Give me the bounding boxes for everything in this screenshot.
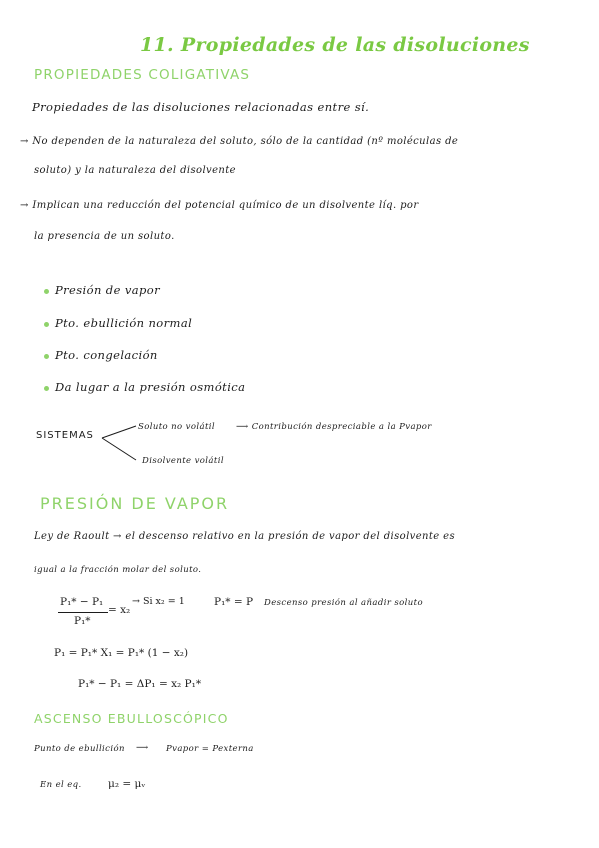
equation-raoult-2: P₁* − P₁ = ΔP₁ = x₂ P₁* bbox=[78, 678, 202, 690]
arrow-point-1-line-2: soluto) y la naturaleza del disolvente bbox=[34, 165, 236, 176]
sistemas-branch-soluto: Soluto no volátil bbox=[138, 422, 216, 432]
bullet-item-presion-vapor bbox=[44, 283, 160, 297]
equilibrio-right: μ₂ = μᵥ bbox=[108, 778, 146, 790]
bullet-dot-icon bbox=[44, 289, 49, 294]
fraction-bar bbox=[58, 612, 108, 613]
arrow-right-icon: ⟶ bbox=[236, 422, 252, 432]
bullet-label: Pto. congelación bbox=[55, 348, 158, 362]
arrow-point-2-line-1: → Implican una reducción del potencial químico de un disolvente líq. por bbox=[20, 200, 419, 211]
raoult-line-1: Ley de Raoult → el descenso relativo en la presión de vapor del disolvente es bbox=[34, 531, 456, 542]
bullet-dot-icon bbox=[44, 354, 49, 359]
p-star-equation: P₁* = P bbox=[214, 596, 254, 608]
arrow-point-2-line-2: la presencia de un soluto. bbox=[34, 231, 175, 242]
arrow-right-icon: ⟶ bbox=[136, 743, 149, 753]
sistemas-branch-soluto-result bbox=[236, 422, 432, 432]
sistemas-label: SISTEMAS bbox=[36, 430, 94, 441]
intro-text: Propiedades de las disoluciones relacionadas entre sí. bbox=[32, 100, 370, 114]
bullet-label: Presión de vapor bbox=[55, 283, 160, 297]
ebullicion-right: Pvapor = Pexterna bbox=[166, 744, 254, 754]
sistemas-branch-disolvente: Disolvente volátil bbox=[142, 456, 224, 466]
section-heading-propiedades-coligativas: PROPIEDADES COLIGATIVAS bbox=[34, 67, 251, 83]
sistemas-branch-lines bbox=[100, 420, 140, 466]
ebullicion-left: Punto de ebullición bbox=[34, 744, 125, 754]
bullet-item-pto-congelacion bbox=[44, 348, 158, 362]
equilibrio-left: En el eq. bbox=[40, 780, 82, 790]
section-heading-ascenso-ebulloscopico: ASCENSO EBULLOSCÓPICO bbox=[34, 711, 229, 726]
fraction-denominator: P₁* bbox=[74, 615, 91, 627]
sistemas-result-text: Contribución despreciable a la Pvapor bbox=[251, 422, 432, 432]
bullet-label: Da lugar a la presión osmótica bbox=[55, 380, 246, 394]
fraction-condition: → Si x₂ = 1 bbox=[132, 596, 185, 607]
p-star-note: Descenso presión al añadir soluto bbox=[264, 598, 423, 608]
raoult-line-2: igual a la fracción molar del soluto. bbox=[34, 565, 202, 575]
bullet-label: Pto. ebullición normal bbox=[55, 316, 193, 330]
bullet-item-presion-osmotica bbox=[44, 380, 245, 394]
fraction-numerator: P₁* − P₁ bbox=[60, 596, 104, 608]
section-heading-presion-vapor: PRESIÓN DE VAPOR bbox=[40, 494, 230, 513]
arrow-point-1-line-1: → No dependen de la naturaleza del soluto, sólo de la cantidad (nº moléculas de bbox=[20, 136, 459, 147]
bullet-dot-icon bbox=[44, 386, 49, 391]
equation-raoult-1: P₁ = P₁* X₁ = P₁* (1 − x₂) bbox=[54, 647, 189, 659]
bullet-dot-icon bbox=[44, 322, 49, 327]
fraction-equals: = x₂ bbox=[108, 604, 131, 616]
bullet-item-pto-ebullicion bbox=[44, 316, 192, 330]
page-title: 11. Propiedades de las disoluciones bbox=[140, 34, 530, 56]
